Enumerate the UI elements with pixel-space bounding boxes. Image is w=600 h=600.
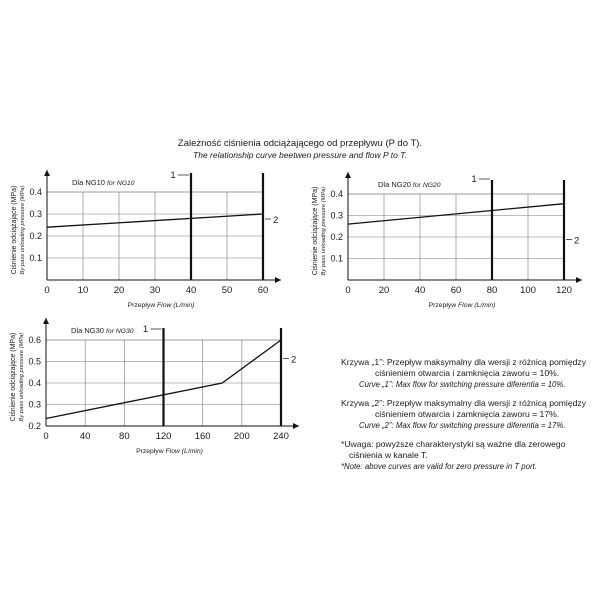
marker-label-1: 1 <box>471 174 477 185</box>
x-tick-label: 0 <box>44 285 50 296</box>
y-tick-label: 0.3 <box>330 210 343 221</box>
x-axis-label-en: Flow (L/min) <box>157 302 195 309</box>
x-tick-label: 120 <box>155 431 172 442</box>
x-axis-label-pl: Przepływ <box>136 448 166 455</box>
y-tick-label: 0.2 <box>330 232 343 242</box>
x-axis-label-pl: Przepływ <box>428 302 459 309</box>
x-tick-label: 200 <box>233 431 250 442</box>
y-axis-label-en: By pass unloading pressure (MPa) <box>321 186 327 276</box>
note-curve-1-pl-b: ciśnieniem otwarcia i zamknięcia zaworu = 10%. <box>375 368 560 378</box>
x-tick-label: 20 <box>378 285 390 296</box>
note-remark-en: *Note: above curves are valid for zero pressure in T port. <box>341 462 537 471</box>
x-tick-label: 60 <box>450 285 462 296</box>
chart-title <box>71 326 134 335</box>
x-axis-label <box>136 448 203 455</box>
marker-label-2: 2 <box>574 235 580 247</box>
x-tick-label: 40 <box>79 431 91 442</box>
chart-title-en: for NG20 <box>413 182 441 189</box>
chart-title-pl: Dla NG10 <box>72 178 108 187</box>
note-curve-2 <box>341 398 596 431</box>
x-tick-label: 50 <box>221 285 233 296</box>
marker-label-2: 2 <box>273 215 279 226</box>
y-tick-label: 0.3 <box>29 209 42 219</box>
chart-title-en: for NG10 <box>107 180 135 187</box>
x-axis-arrow <box>293 423 299 429</box>
x-tick-label: 20 <box>113 285 125 296</box>
note-curve-1-pl-a: Krzywa „1”: Przepływ maksymalny dla wersji z różnicą pomiędzy <box>341 357 586 367</box>
x-tick-label: 10 <box>77 285 89 296</box>
note-curve-2-pl-b: ciśnieniem otwarcia i zamknięcia zaworu = 17%. <box>375 409 560 419</box>
x-tick-label: 60 <box>257 285 269 296</box>
x-tick-label: 40 <box>414 285 426 296</box>
chart-title-pl: Dla NG30 <box>71 326 107 335</box>
x-axis-label-en: Flow (L/min) <box>458 302 496 309</box>
x-tick-label: 240 <box>273 431 289 442</box>
note-remark-pl-b: ciśnienia w kanale T. <box>349 450 428 460</box>
x-axis-label-en: Flow (L/min) <box>165 448 203 455</box>
marker-label-1: 1 <box>170 170 176 181</box>
figure-title-en: The relationship curve beetwen pressure and flow P to T. <box>193 150 407 160</box>
chart-title-en: for NG30 <box>106 328 134 335</box>
x-tick-label: 100 <box>520 285 536 296</box>
y-tick-label: 0.6 <box>28 335 41 345</box>
x-tick-label: 160 <box>194 431 211 442</box>
y-tick-label: 0.5 <box>28 356 41 367</box>
note-curve-1 <box>341 357 596 390</box>
y-tick-label: 0.4 <box>330 189 343 199</box>
marker-label-2: 2 <box>291 354 297 366</box>
y-axis-arrow <box>43 318 49 324</box>
note-curve-1-en: Curve „1”: Max flow for switching pressure diferentia = 10%. <box>359 380 566 389</box>
notes-panel <box>341 357 596 480</box>
y-axis-label-en: By pass unloading pressure (MPa) <box>20 185 26 275</box>
note-curve-2-en: Curve „2”: Max flow for switching pressure diferentia = 17%. <box>359 421 566 430</box>
y-tick-label: 0.2 <box>29 231 42 241</box>
note-curve-2-pl-a: Krzywa „2”: Przepływ maksymalny dla wersji z różnicą pomiędzy <box>341 398 586 408</box>
y-tick-label: 0.4 <box>28 378 41 388</box>
figure-title-pl: Zależność ciśnienia odciążającego od przepływu (P do T). <box>177 138 423 149</box>
chart-title-pl: Dla NG20 <box>378 180 414 189</box>
y-tick-label: 0.2 <box>28 421 41 431</box>
y-tick-label: 0.1 <box>29 253 42 263</box>
y-axis-label-pl: Ciśnienie odciążające (MPa) <box>11 185 18 275</box>
y-tick-label: 0.3 <box>28 399 41 410</box>
y-tick-label: 0.1 <box>330 253 343 264</box>
x-tick-label: 0 <box>43 431 49 442</box>
note-remark <box>341 439 596 472</box>
x-axis-label-pl: Przepływ <box>127 302 158 309</box>
note-remark-pl-a: *Uwaga: powyższe charakterystyki są ważne dla zerowego <box>341 439 566 449</box>
x-tick-label: 30 <box>149 285 161 296</box>
x-tick-label: 40 <box>185 285 197 296</box>
x-tick-label: 0 <box>345 285 351 296</box>
x-tick-label: 80 <box>486 285 498 296</box>
x-tick-label: 80 <box>119 431 130 442</box>
y-tick-label: 0.4 <box>29 187 42 197</box>
x-tick-label: 120 <box>556 285 572 296</box>
y-axis-label-en: By pass unloading pressure (MPa) <box>19 332 25 422</box>
y-axis-label-pl: Ciśnienie odciążające (MPa) <box>10 332 17 422</box>
y-axis-label-pl: Ciśnienie odciążające (MPa) <box>312 186 319 276</box>
marker-label-1: 1 <box>142 324 149 335</box>
